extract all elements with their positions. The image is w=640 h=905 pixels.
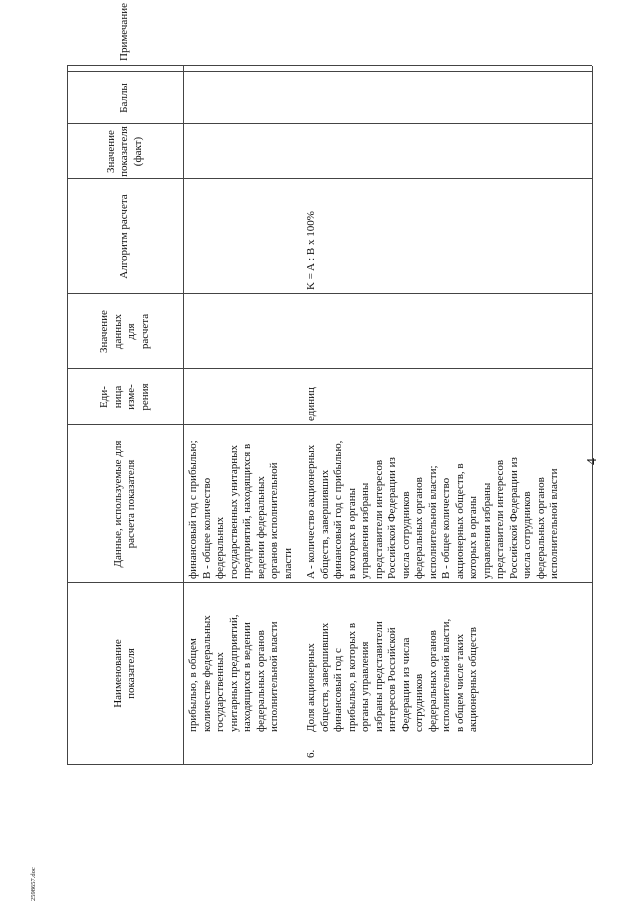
header-note: Примечание [118,3,131,61]
row6-data: A - количество акционерных обществ, завершивших финансовый год с прибылью, в которых в органы управления избраны представители интересов Российской Федерации из числа сотрудников федеральных органов исполнительной власти; B - общее количество акционерных обществ, в которых в органы управления избраны представители интересов Российской Федерации из числа сотрудников федеральных органов исполнительной власти [305,440,560,579]
indicator-table [67,3,592,765]
row6-number: 6. [305,749,317,758]
header-fact: Значение показателя (факт) [104,126,144,177]
header-algorithm: Алгоритм расчета [118,194,131,279]
page-number: 4 [585,458,600,465]
header-value: Значение данных для расчета [98,310,151,353]
header-name: Наименование показателя [111,639,137,708]
header-score: Баллы [118,83,131,113]
document-footer: 2598657.doc [30,867,37,901]
header-unit: Еди- ница изме- рения [98,383,151,411]
row1-name: прибылью, в общем количестве федеральных государственных унитарных предприятий, находящихся в ведении федеральных органов исполнительной власти [187,614,280,732]
row1-data: финансовый год с прибылью; B - общее количество федеральных государственных унитарных предприятий, находящихся в ведении федеральных органов исполнительной власти [187,440,294,579]
row6-name: Доля акционерных обществ, завершивших финансовый год с прибылью, в которых в органы управления избраны представители интересов Российской Федерации из числа сотрудников федеральных органов исполнительной власти, в общем числе таких акционерных обществ [305,618,479,732]
row6-algorithm: K = A : B x 100% [305,211,317,290]
row6-unit: единиц [305,387,317,421]
header-data: Данные, используемые для расчета показателя [111,440,137,568]
